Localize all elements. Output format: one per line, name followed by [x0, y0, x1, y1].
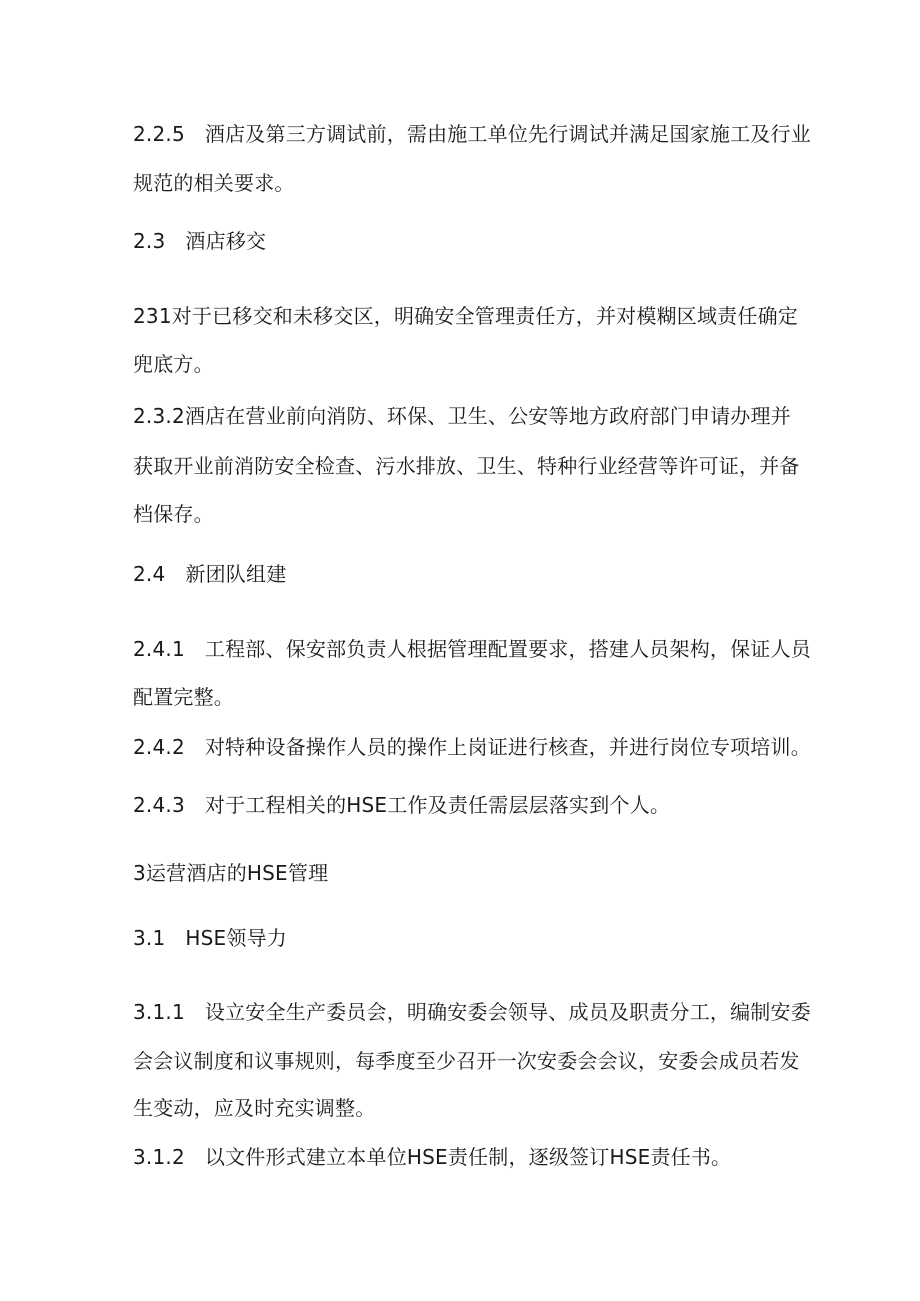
paragraph-2-4-1-line-2: 配置完整。 [133, 685, 234, 709]
paragraph-2-2-5-line-1 [133, 121, 811, 147]
heading-3-1 [133, 925, 287, 951]
section-number: 2.2.5 [133, 122, 185, 146]
heading-title: HSE领导力 [185, 926, 287, 950]
section-number: 2.4.3 [133, 793, 185, 817]
paragraph-text: 设立安全生产委员会，明确安委会领导、成员及职责分工，编制安委 [204, 1000, 811, 1024]
heading-3: 3运营酒店的HSE管理 [133, 861, 329, 885]
paragraph-3-1-1-line-1 [133, 999, 811, 1025]
paragraph-text: 以文件形式建立本单位HSE责任制，逐级签订HSE责任书。 [204, 1145, 732, 1169]
paragraph-text: 对特种设备操作人员的操作上岗证进行核查，并进行岗位专项培训。 [204, 735, 811, 759]
paragraph-text: 酒店及第三方调试前，需由施工单位先行调试并满足国家施工及行业 [204, 122, 811, 146]
paragraph-3-1-1-line-3: 生变动，应及时充实调整。 [133, 1096, 376, 1120]
paragraph-3-1-2 [133, 1144, 731, 1170]
paragraph-text: 对于工程相关的HSE工作及责任需层层落实到个人。 [204, 793, 671, 817]
paragraph-2-4-2 [133, 734, 811, 760]
heading-2-4 [133, 561, 286, 587]
section-number: 2.3 [133, 229, 166, 253]
heading-title: 新团队组建 [185, 562, 287, 586]
section-number: 2.4.1 [133, 637, 185, 661]
paragraph-3-1-1-line-2: 会会议制度和议事规则，每季度至少召开一次安委会会议，安委会成员若发 [133, 1049, 800, 1073]
heading-2-3 [133, 228, 266, 254]
section-number: 2.4 [133, 562, 166, 586]
paragraph-text: 工程部、保安部负责人根据管理配置要求，搭建人员架构，保证人员 [204, 637, 811, 661]
paragraph-2-3-2-line-3: 档保存。 [133, 502, 214, 526]
paragraph-2-3-1-line-2: 兜底方。 [133, 352, 214, 376]
section-number: 3.1 [133, 926, 166, 950]
paragraph-2-4-1-line-1 [133, 636, 811, 662]
section-number: 3.1.2 [133, 1145, 185, 1169]
section-number: 2.4.2 [133, 735, 185, 759]
heading-title: 酒店移交 [185, 229, 267, 253]
paragraph-2-3-2-line-1: 2.3.2酒店在营业前向消防、环保、卫生、公安等地方政府部门申请办理并 [133, 404, 791, 428]
paragraph-2-2-5-line-2: 规范的相关要求。 [133, 171, 295, 195]
paragraph-2-3-2-line-2: 获取开业前消防安全检查、污水排放、卫生、特种行业经营等许可证，并备 [133, 454, 800, 478]
paragraph-2-3-1-line-1: 231对于已移交和未移交区，明确安全管理责任方，并对模糊区域责任确定 [133, 304, 798, 328]
section-number: 3.1.1 [133, 1000, 185, 1024]
paragraph-2-4-3 [133, 792, 670, 818]
